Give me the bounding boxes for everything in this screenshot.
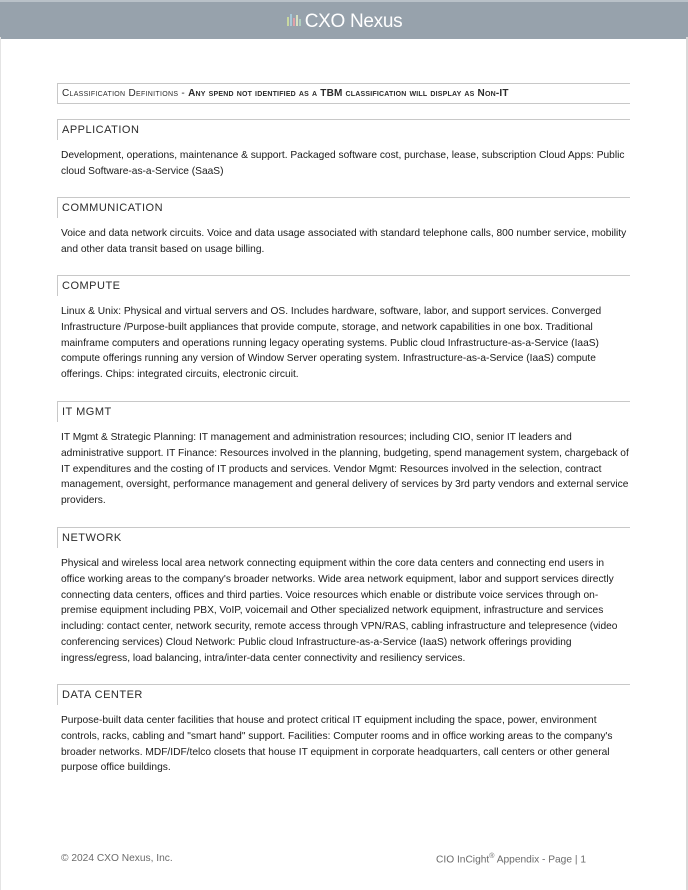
- section-heading-network: [57, 527, 630, 548]
- footer-doc-suffix: Appendix - Page | 1: [494, 854, 586, 866]
- title-part1: Classification Definitions -: [62, 88, 189, 99]
- section-heading-data-center: [57, 684, 630, 705]
- section-heading-communication: [57, 197, 630, 218]
- section-body-data-center: Purpose-built data center facilities that house and protect critical IT equipment including the space, power, environment controls, racks, cabling and "smart hand" support. Facilities: Computer rooms and in office working areas to the company's broader networks. MDF/IDF/telco closets that house IT equipment in corporate headquarters, call centers or other general purpose office buildings.: [61, 715, 613, 774]
- section-heading-compute: [57, 275, 630, 296]
- section-body-communication: Voice and data network circuits. Voice and data usage associated with standard telephone calls, 800 number service, mobility and other data transit based on usage billing.: [61, 228, 627, 255]
- title-part2: Any spend not identified as a TBM classification will display as Non-IT: [188, 88, 509, 99]
- page-edge-left: [0, 37, 1, 890]
- footer-doc-prefix: CIO InCight: [436, 854, 490, 866]
- section-heading-it-mgmt: [57, 401, 630, 422]
- section-heading-label: DATA CENTER: [62, 689, 143, 701]
- section-heading-label: APPLICATION: [62, 124, 140, 136]
- section-body-network: Physical and wireless local area network connecting equipment within the core data centers and connecting end users in office working areas to the company's broader networks. Wide area network equipment, labor and support services directly connecting data centers, offices and third parties. Voice resources which enable or distribute voice services through on-premise equipment including PBX, VoIP, voicemail and Other specialized network equipment, infrastructure and services including: contact center, network security, remote access through VPN/RAS, cabling infrastructure and telepresence (video conferencing services) Cloud Network: Public cloud Infrastructure-as-a-Service (IaaS) network offerings providing ingress/egress, load balancing, intra/inter-data center connectivity and resiliency services.: [61, 558, 618, 664]
- classification-title-bar: [57, 83, 630, 104]
- header-band: [0, 0, 688, 39]
- section-body-application: Development, operations, maintenance & support. Packaged software cost, purchase, lease, subscription Cloud Apps: Public cloud Software-as-a-Service (SaaS): [61, 150, 625, 177]
- brand-logo: [0, 11, 688, 33]
- section-heading-label: IT MGMT: [62, 406, 112, 418]
- section-heading-label: COMMUNICATION: [62, 202, 164, 214]
- footer-copyright: © 2024 CXO Nexus, Inc.: [61, 853, 173, 864]
- page-title: [62, 88, 509, 100]
- section-body-it-mgmt: IT Mgmt & Strategic Planning: IT management and administration resources; including CIO, senior IT leaders and administrative support. IT Finance: Resources involved in the planning, budgeting, spend management system, chargeback of IT expenditures and the costing of IT products and services. Vendor Mgmt: Resources involved in the selection, contract management, oversight, performance management and general delivery of services by 3rd party vendors and external service providers.: [61, 432, 629, 507]
- section-heading-label: COMPUTE: [62, 280, 121, 292]
- section-heading-label: NETWORK: [62, 532, 122, 544]
- footer-doc-mark: ®: [489, 853, 495, 860]
- brand-name: CXO Nexus: [304, 11, 403, 32]
- section-heading-application: [57, 119, 630, 140]
- section-body-compute: Linux & Unix: Physical and virtual servers and OS. Includes hardware, software, labor, and support services. Converged Infrastructure /Purpose-built appliances that provide compute, storage, and network capabilities in one box. Traditional mainframe computers and operations running legacy operating systems. Public cloud Infrastructure-as-a-Service (IaaS) compute offerings running any version of Window Server operating system. Infrastructure-as-a-Service (IaaS) compute offerings. Chips: integrated circuits, electronic circuit.: [61, 306, 602, 381]
- brand-mark-icon: [286, 12, 302, 28]
- footer-page-info: [436, 853, 586, 865]
